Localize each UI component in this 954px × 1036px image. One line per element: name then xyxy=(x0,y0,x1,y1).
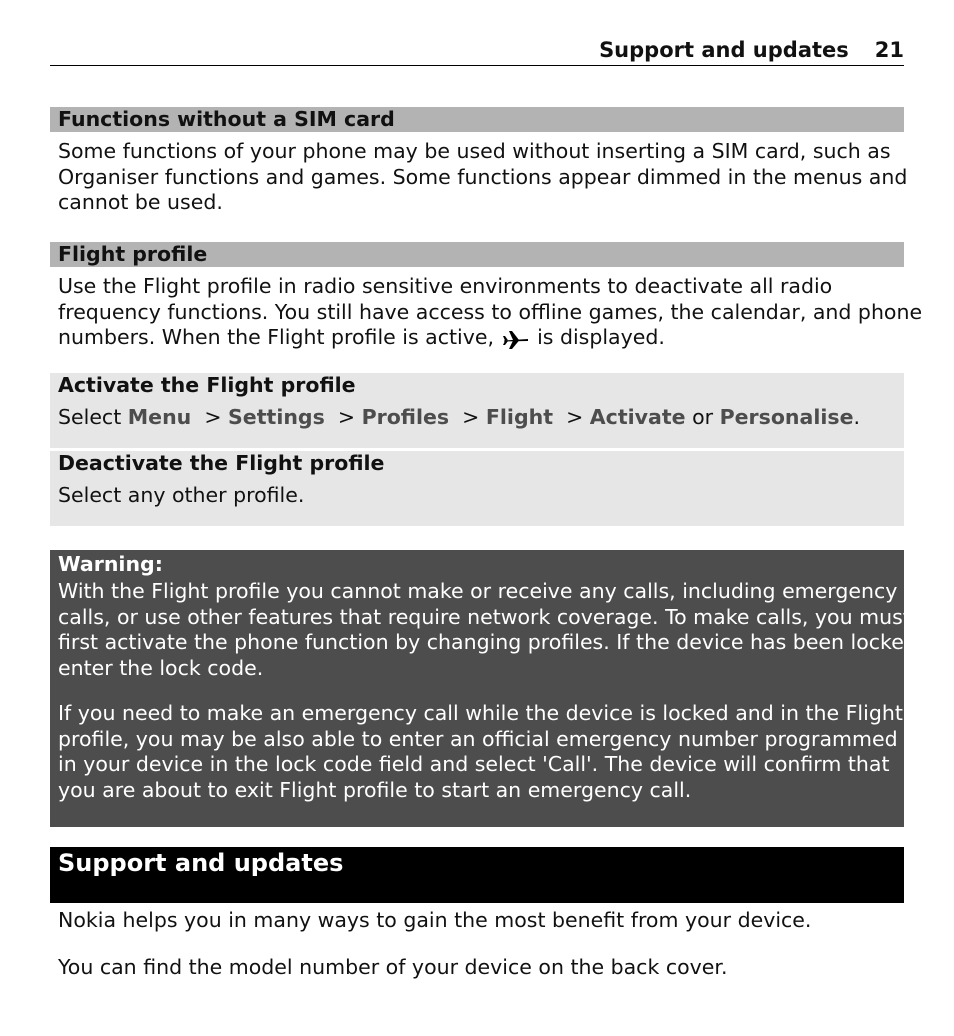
page-number: 21 xyxy=(874,38,904,62)
warning-p2-line-1: If you need to make an emergency call while the device is locked and in the Flight xyxy=(58,701,903,725)
warning-p2-line-2: profile, you may be also able to enter an official emergency number programmed xyxy=(58,726,898,751)
sentence-end: . xyxy=(853,405,861,429)
no-sim-line-2: Organiser functions and games. Some functions appear dimmed in the menus and xyxy=(58,164,908,189)
chapter-heading: Support and updates xyxy=(50,847,904,903)
warning-paragraph-2 xyxy=(58,701,904,803)
no-sim-line-1: Some functions of your phone may be used without inserting a SIM card, such as xyxy=(58,139,891,163)
flight-line-3-after: is displayed. xyxy=(537,325,665,349)
flight-line-2: frequency functions. You still have access to offline games, the calendar, and phone xyxy=(58,299,923,324)
chapter-paragraph-1: Nokia helps you in many ways to gain the most benefit from your device. xyxy=(58,908,812,932)
flight-mode-icon xyxy=(502,328,530,350)
warning-p1-line-2: calls, or use other features that require network coverage. To make calls, you must xyxy=(58,604,911,629)
deactivate-instructions: Select any other profile. xyxy=(58,483,305,507)
deactivate-heading: Deactivate the Flight profile xyxy=(58,451,385,475)
flight-line-3 xyxy=(58,325,904,351)
deactivate-flight-box xyxy=(50,451,904,526)
section-heading-no-sim: Functions without a SIM card xyxy=(50,107,904,132)
flight-profile-paragraph xyxy=(58,274,923,351)
warning-p1-line-4: enter the lock code. xyxy=(58,655,264,680)
warning-p2-line-4: you are about to exit Flight profile to start an emergency call. xyxy=(58,777,692,802)
no-sim-line-3: cannot be used. xyxy=(58,190,223,214)
menu-path-personalise: Personalise xyxy=(719,405,854,429)
warning-p2-line-3: in your device in the lock code field and select 'Call'. The device will confirm that xyxy=(58,752,890,776)
menu-path-menu: Menu xyxy=(127,405,192,429)
activate-instructions xyxy=(58,405,860,430)
warning-title: Warning: xyxy=(58,552,163,576)
warning-p1-line-1: With the Flight profile you cannot make or receive any calls, including emergency xyxy=(58,579,898,603)
chapter-paragraph-2: You can find the model number of your device on the back cover. xyxy=(58,955,728,979)
activate-heading: Activate the Flight profile xyxy=(58,373,356,397)
running-header xyxy=(50,36,904,66)
or-word: or xyxy=(692,405,714,429)
path-separator: > xyxy=(462,405,480,429)
menu-path-activate: Activate xyxy=(589,405,686,429)
flight-line-1: Use the Flight profile in radio sensitive environments to deactivate all radio xyxy=(58,274,833,298)
menu-path-settings: Settings xyxy=(228,405,325,429)
menu-path-flight: Flight xyxy=(485,405,554,429)
path-separator: > xyxy=(566,405,584,429)
activate-flight-box xyxy=(50,373,904,448)
path-separator: > xyxy=(337,405,356,429)
no-sim-paragraph xyxy=(58,139,908,216)
path-separator: > xyxy=(204,405,222,429)
section-heading-flight-profile: Flight profile xyxy=(50,242,904,267)
running-header-title: Support and updates xyxy=(599,38,849,62)
activate-select-word: Select xyxy=(58,405,122,429)
flight-line-3-before: numbers. When the Flight profile is active, xyxy=(58,325,494,349)
menu-path-profiles: Profiles xyxy=(361,405,450,429)
warning-box xyxy=(50,550,924,827)
warning-paragraph-1 xyxy=(58,579,924,681)
warning-p1-line-3: first activate the phone function by changing profiles. If the device has been locked, xyxy=(58,630,924,654)
